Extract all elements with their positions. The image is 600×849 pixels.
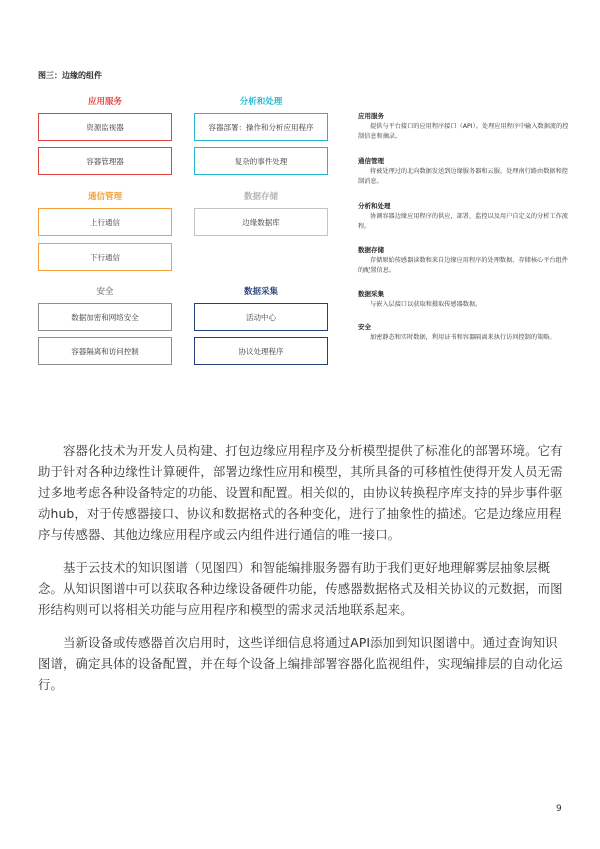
box-activity-hub: 活动中心 <box>194 303 328 331</box>
box-isolation: 容器隔离和访问控制 <box>38 337 172 365</box>
desc-text: 存储原始传感器读数和来自边缘应用程序的处理数据，存储核心平台组件的配置信息。 <box>358 257 568 274</box>
heading-security: 安全 <box>96 287 114 297</box>
desc-text: 协调容器边缘应用程序的供应，部署，监控以及用户自定义的分析工作流程。 <box>358 213 568 230</box>
figure-title: 图三：边缘的组件 <box>38 71 102 80</box>
desc-data-acq <box>358 290 572 310</box>
desc-text: 与嵌入层接口以获取和摄取传感器数据。 <box>370 301 482 308</box>
box-edge-db: 边缘数据库 <box>194 208 328 236</box>
desc-term: 安全 <box>358 323 371 331</box>
heading-storage: 数据存储 <box>243 192 278 202</box>
box-uplink: 上行通信 <box>38 208 172 236</box>
box-protocol-handler: 协议处理程序 <box>194 337 328 365</box>
desc-term: 分析和处理 <box>358 202 391 210</box>
heading-comms: 通信管理 <box>87 192 122 202</box>
body-paragraph: 容器化技术为开发人员构建、打包边缘应用程序及分析模型提供了标准化的部署环境。它有助于针对各种边缘性计算硬件，部署边缘性应用和模型，其所具备的可移植性使得开发人员无需过多地考虑各种设备特定的功能、设置和配置。相关似的，由协议转换程序库支持的异步事件驱动hub，对于传感器接口、协议和数据格式的各种变化，进行了抽象性的描述。它是边缘应用程序与传感器、其他边缘应用程序或云内组件进行通信的唯一接口。 <box>38 443 563 542</box>
desc-text: 加密静态和实时数据，利用证书和容器隔离来执行访问控制的策略。 <box>370 334 556 341</box>
box-complex-event: 复杂的事件处理 <box>194 147 328 175</box>
box-encryption: 数据加密和网络安全 <box>38 303 172 331</box>
heading-app-services: 应用服务 <box>87 97 122 107</box>
desc-text: 将被处理过的北向数据发送到边缘服务器和云服。处理南行路由数据和控制消息。 <box>358 168 568 185</box>
desc-term: 通信管理 <box>358 157 384 165</box>
heading-data-acq: 数据采集 <box>243 287 278 297</box>
body-paragraph: 当新设备或传感器首次启用时，这些详细信息将通过API添加到知识图谱中。通过查询知识图谱，确定具体的设备配置，并在每个设备上编排部署容器化监视组件，实现编排层的自动化运行。 <box>38 635 563 692</box>
desc-security <box>358 323 572 343</box>
body-paragraph: 基于云技术的知识图谱（见图四）和智能编排服务器有助于我们更好地理解雾层抽象层概念。从知识图谱中可以获取各种边缘设备硬件功能，传感器数据格式及相关协议的元数据，而图形结构则可以将相关功能与应用程序和模型的需求灵活地联系起来。 <box>38 560 563 617</box>
desc-comms <box>358 157 572 187</box>
heading-analytics: 分析和处理 <box>239 97 283 107</box>
page-number: 9 <box>556 804 562 814</box>
box-container-manager: 容器管理器 <box>38 147 172 175</box>
desc-text: 提供与平台接口的应用程序接口（API）。处理应用程序中输入数据流的控制信息和摘录。 <box>358 123 569 140</box>
box-downlink: 下行通信 <box>38 243 172 271</box>
desc-term: 数据采集 <box>358 290 384 298</box>
desc-term: 数据存储 <box>358 246 384 254</box>
box-container-deploy: 容器部署：操作和分析应用程序 <box>194 113 328 141</box>
desc-storage <box>358 246 572 276</box>
desc-term: 应用服务 <box>358 112 384 120</box>
desc-analytics <box>358 202 572 232</box>
desc-app-services <box>358 112 572 142</box>
box-resource-monitor: 资源监视器 <box>38 113 172 141</box>
